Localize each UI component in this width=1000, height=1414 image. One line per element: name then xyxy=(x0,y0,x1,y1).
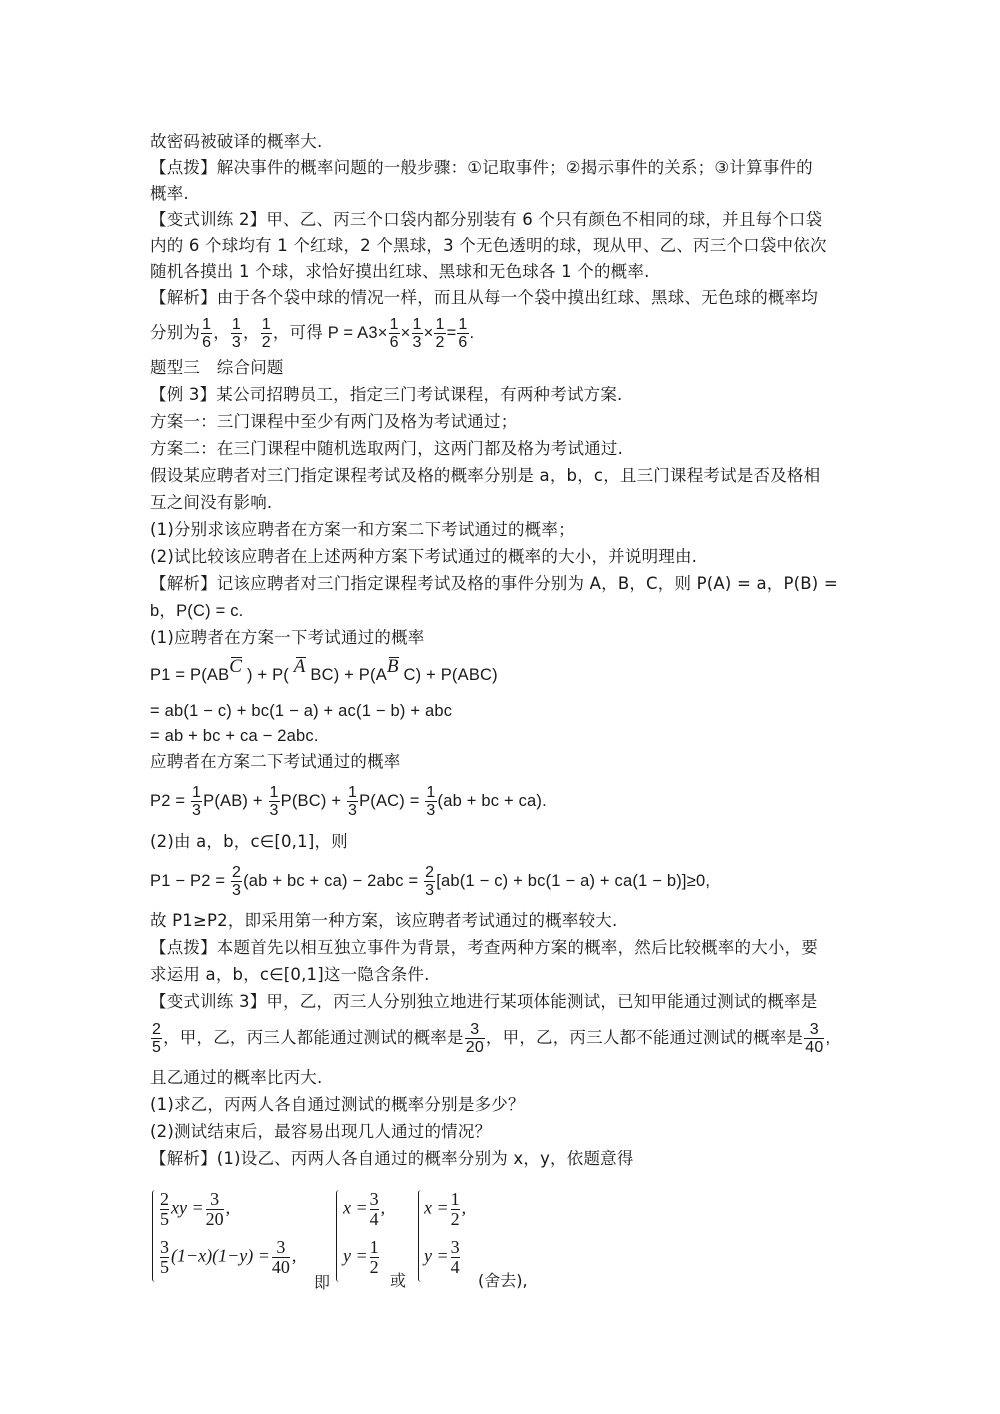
solution-2-y: y = $\frac{3}{4}$ xyxy=(424,1237,460,1277)
fraction: $\frac{1}{6}$ xyxy=(202,316,212,351)
formula-line: = ab(1 − c) + bc(1 − a) + ac(1 − b) + abc xyxy=(150,702,453,720)
text-line: (2)由 a，b，c∈[0,1]，则 xyxy=(150,832,348,851)
tip-heading-line: 【点拨】本题首先以相互独立事件为背景，考查两种方案的概率，然后比较概率的大小，要 xyxy=(150,938,818,957)
fraction: $\frac{1}{3}$ xyxy=(231,316,242,351)
text-line: 内的 6 个球均有 1 个红球，2 个黑球，3 个无色透明的球，现从甲、乙、丙三个口袋中依次 xyxy=(150,236,827,255)
overline-b: B xyxy=(386,656,399,677)
text-line: 随机各摸出 1 个球，求恰好摸出红球、黑球和无色球各 1 个的概率. xyxy=(150,262,650,281)
question-1: (1)分别求该应聘者在方案一和方案二下考试通过的概率； xyxy=(150,520,575,539)
question-2: (2)试比较该应聘者在上述两种方案下考试通过的概率的大小，并说明理由. xyxy=(150,547,698,566)
text-line: 故密码被破译的概率大. xyxy=(150,132,323,151)
system-eq-2: $\frac{3}{5}$ (1−x)(1−y) = $\frac{3}{40}$ , xyxy=(160,1237,297,1277)
analysis-line: 【解析】(1)设乙、丙两人各自通过的概率分别为 x，y，依题意得 xyxy=(150,1149,634,1168)
ji-label: 即 xyxy=(314,1273,331,1292)
section-heading: 题型三 综合问题 xyxy=(150,358,284,377)
exercise-2-heading: 【变式训练 2】甲、乙、丙三个口袋内都分别装有 6 个只有颜色不相同的球，并且每个口袋 xyxy=(150,210,823,229)
overline-c: C xyxy=(229,656,243,677)
left-brace xyxy=(418,1190,421,1282)
overline-a: A xyxy=(293,656,306,677)
solution-2-x: x = $\frac{1}{2}$ , xyxy=(424,1189,467,1229)
discard-label: (舍去), xyxy=(478,1271,528,1290)
text-line: 应聘者在方案二下考试通过的概率 xyxy=(150,752,401,771)
fraction: $\frac{1}{2}$ xyxy=(435,316,445,351)
fraction: $\frac{1}{3}$ xyxy=(412,316,422,351)
text-line: 概率. xyxy=(150,184,189,203)
text-line: 互之间没有影响. xyxy=(150,493,273,512)
text-line: 方案一：三门课程中至少有两门及格为考试通过； xyxy=(150,412,518,431)
question-1: (1)求乙，丙两人各自通过测试的概率分别是多少？ xyxy=(150,1095,525,1114)
fraction: $\frac{1}{6}$ xyxy=(458,316,468,351)
formula-line: 分别为 $\frac{1}{6}$ ， $\frac{1}{3}$ ， $\frac{1}{2}$ ，可得 P = A3× $\frac{1}{6}$ × $\frac{1}{3}$ × $\frac{1}{2}$ = $\frac{1}{6}$ . xyxy=(150,316,475,351)
formula-p2: P2 = $\frac{1}{3}$ P(AB) + $\frac{1}{3}$ P(BC) + $\frac{1}{3}$ P(AC) = $\frac{1}{3}$ (ab + bc + ca). xyxy=(150,784,547,820)
analysis-line: 【解析】记该应聘者对三门指定课程考试及格的事件分别为 A，B，C，则 P(A) = a，P(B) = xyxy=(150,574,838,593)
example-3-heading: 【例 3】某公司招聘员工，指定三门考试课程，有两种考试方案. xyxy=(150,385,623,404)
text-line: 求运用 a，b，c∈[0,1]这一隐含条件. xyxy=(150,965,430,984)
solution-1-x: x = $\frac{3}{4}$ , xyxy=(343,1189,386,1229)
conclusion-line: 故 P1≥P2，即采用第一种方案，该应聘者考试通过的概率较大. xyxy=(150,911,618,930)
text-line: b，P(C) = c. xyxy=(150,602,244,620)
text-line: 且乙通过的概率比丙大. xyxy=(150,1068,323,1087)
question-2: (2)测试结束后，最容易出现几人通过的情况？ xyxy=(150,1122,492,1141)
text-line: 方案二：在三门课程中随机选取两门，这两门都及格为考试通过. xyxy=(150,439,624,458)
text-fragment: 分别为 xyxy=(150,323,201,342)
formula-p1: P1 = P(ABC ) + P( A BC) + P(AB C) + P(ABC) xyxy=(150,656,498,684)
left-brace xyxy=(336,1190,339,1282)
fraction: $\frac{1}{6}$ xyxy=(389,316,399,351)
formula-line: = ab + bc + ca − 2abc. xyxy=(150,727,319,745)
formula-line: $\frac{2}{5}$ ，甲，乙，丙三人都能通过测试的概率是 $\frac{3}{20}$ ，甲，乙，丙三人都不能通过测试的概率是 $\frac{3}{40}$ , xyxy=(152,1021,831,1056)
formula-diff: P1 − P2 = $\frac{2}{3}$ (ab + bc + ca) − 2abc = $\frac{2}{3}$ [ab(1 − c) + bc(1 − a) + ca(1 − b)]≥0, xyxy=(150,864,711,900)
solution-1-y: y = $\frac{1}{2}$ xyxy=(343,1237,379,1277)
huo-label: 或 xyxy=(390,1271,407,1290)
tip-heading-line: 【点拨】解决事件的概率问题的一般步骤：①记取事件；②揭示事件的关系；③计算事件的 xyxy=(150,158,813,177)
exercise-3-heading: 【变式训练 3】甲，乙，丙三人分别独立地进行某项体能测试，已知甲能通过测试的概率是 xyxy=(150,992,818,1011)
text-line: 假设某应聘者对三门指定课程考试及格的概率分别是 a，b，c，且三门课程考试是否及格相 xyxy=(150,466,821,485)
fraction: $\frac{1}{2}$ xyxy=(261,316,271,351)
system-eq-1: $\frac{2}{5}$ xy = $\frac{3}{20}$ , xyxy=(160,1189,231,1229)
left-brace xyxy=(152,1190,155,1282)
text-line: (1)应聘者在方案一下考试通过的概率 xyxy=(150,628,425,647)
analysis-line: 【解析】由于各个袋中球的情况一样，而且从每一个袋中摸出红球、黑球、无色球的概率均 xyxy=(150,288,818,307)
